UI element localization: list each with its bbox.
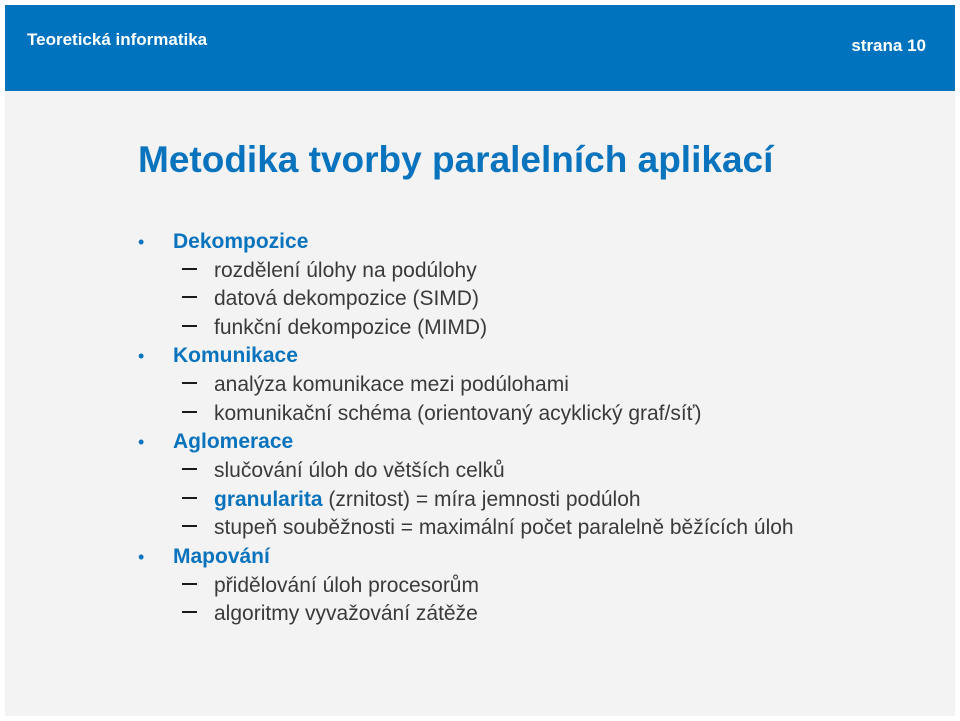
sub-item xyxy=(182,257,477,285)
dash-icon xyxy=(182,497,197,499)
dash-icon xyxy=(182,268,197,270)
dash-icon xyxy=(182,411,197,413)
sub-item-text: algoritmy vyvažování zátěže xyxy=(214,602,478,625)
sub-item xyxy=(182,600,478,628)
bullet-dot-icon: • xyxy=(138,547,145,567)
dash-icon xyxy=(182,468,197,470)
sub-item xyxy=(182,514,794,542)
sub-item xyxy=(182,457,505,485)
sub-item xyxy=(182,400,702,428)
bullet-dot-icon: • xyxy=(138,432,145,452)
sub-item xyxy=(182,572,479,600)
bullet-label: Dekompozice xyxy=(173,230,309,253)
sub-item-text: (zrnitost) = míra jemnosti podúloh xyxy=(322,488,641,511)
sub-item-text: datová dekompozice (SIMD) xyxy=(214,287,479,310)
dash-icon xyxy=(182,611,197,613)
dash-icon xyxy=(182,325,197,327)
bullet-dot-icon: • xyxy=(138,232,145,252)
bullet-label: Aglomerace xyxy=(173,430,294,453)
sub-item-text: funkční dekompozice (MIMD) xyxy=(214,316,488,339)
dash-icon xyxy=(182,296,197,298)
bullet-item-dekompozice xyxy=(138,228,308,256)
sub-item xyxy=(182,371,569,399)
sub-item-text: komunikační schéma (orientovaný acyklický graf/síť) xyxy=(214,402,702,425)
bullet-item-mapovani xyxy=(138,543,270,571)
sub-item xyxy=(182,486,641,514)
sub-item xyxy=(182,314,487,342)
bullet-label: Komunikace xyxy=(173,344,298,367)
bullet-item-aglomerace xyxy=(138,428,293,456)
bullet-dot-icon: • xyxy=(138,346,145,366)
page-number: strana 10 xyxy=(851,36,926,55)
slide-title: Metodika tvorby paralelních aplikací xyxy=(138,139,774,180)
granularita-term: granularita xyxy=(214,488,323,511)
sub-item-text: slučování úloh do větších celků xyxy=(214,459,505,482)
dash-icon xyxy=(182,525,197,527)
sub-item-text: rozdělení úlohy na podúlohy xyxy=(214,259,477,282)
bullet-label: Mapování xyxy=(173,545,270,568)
sub-item-text: analýza komunikace mezi podúlohami xyxy=(214,373,569,396)
sub-item-text: stupeň souběžnosti = maximální počet paralelně běžících úloh xyxy=(214,516,794,539)
dash-icon xyxy=(182,382,197,384)
dash-icon xyxy=(182,583,197,585)
sub-item-text: přidělování úloh procesorům xyxy=(214,574,479,597)
sub-item xyxy=(182,285,479,313)
course-title: Teoretická informatika xyxy=(27,30,208,49)
bullet-item-komunikace xyxy=(138,342,298,370)
